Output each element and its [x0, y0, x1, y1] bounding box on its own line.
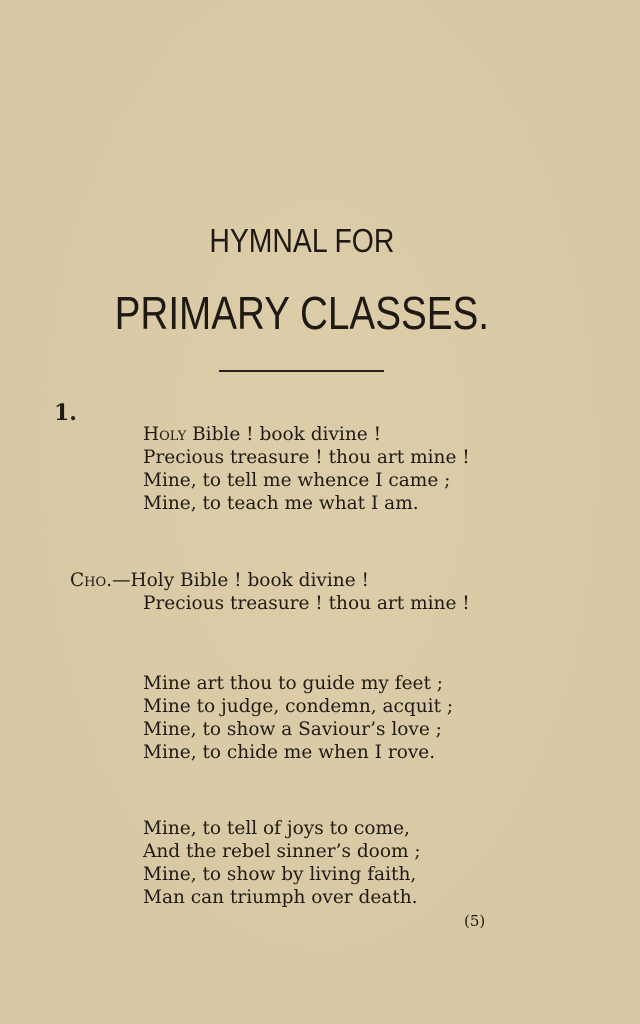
chorus-line: Precious treasure ! thou art mine ! [143, 593, 470, 614]
chorus-first-line: —Holy Bible ! book divine ! [112, 570, 369, 591]
stanza-line: Mine, to tell me whence I came ; [143, 470, 451, 491]
chorus [70, 569, 470, 615]
stanza-line: Mine to judge, condemn, acquit ; [143, 696, 454, 717]
stanza-line: Mine, to show by living faith, [143, 864, 417, 885]
chorus-line [70, 569, 470, 592]
stanza-line: Mine, to show a Saviour’s love ; [143, 719, 442, 740]
page-number: (5) [464, 912, 486, 930]
first-line-rest: Bible ! book divine ! [186, 424, 381, 445]
hymn-number: 1. [54, 400, 77, 426]
title-divider [219, 370, 384, 372]
chorus-label: Cho. [70, 570, 113, 591]
stanza-line: Mine, to chide me when I rove. [143, 742, 436, 763]
stanza-line: Man can triumph over death. [143, 887, 418, 908]
stanza-line: And the rebel sinner’s doom ; [143, 841, 421, 862]
first-word: Holy [143, 424, 187, 445]
stanza-line: Mine, to tell of joys to come, [143, 818, 410, 839]
stanza-line: Mine art thou to guide my feet ; [143, 673, 444, 694]
title-line-1: HYMNAL FOR [209, 222, 395, 259]
stanza-2 [143, 672, 453, 764]
title-line-2: PRIMARY CLASSES. [114, 287, 490, 339]
stanza-line [143, 423, 470, 446]
stanza-3 [143, 817, 421, 909]
stanza-line: Mine, to teach me what I am. [143, 493, 419, 514]
stanza-line: Precious treasure ! thou art mine ! [143, 447, 470, 468]
stanza-1 [143, 423, 470, 515]
